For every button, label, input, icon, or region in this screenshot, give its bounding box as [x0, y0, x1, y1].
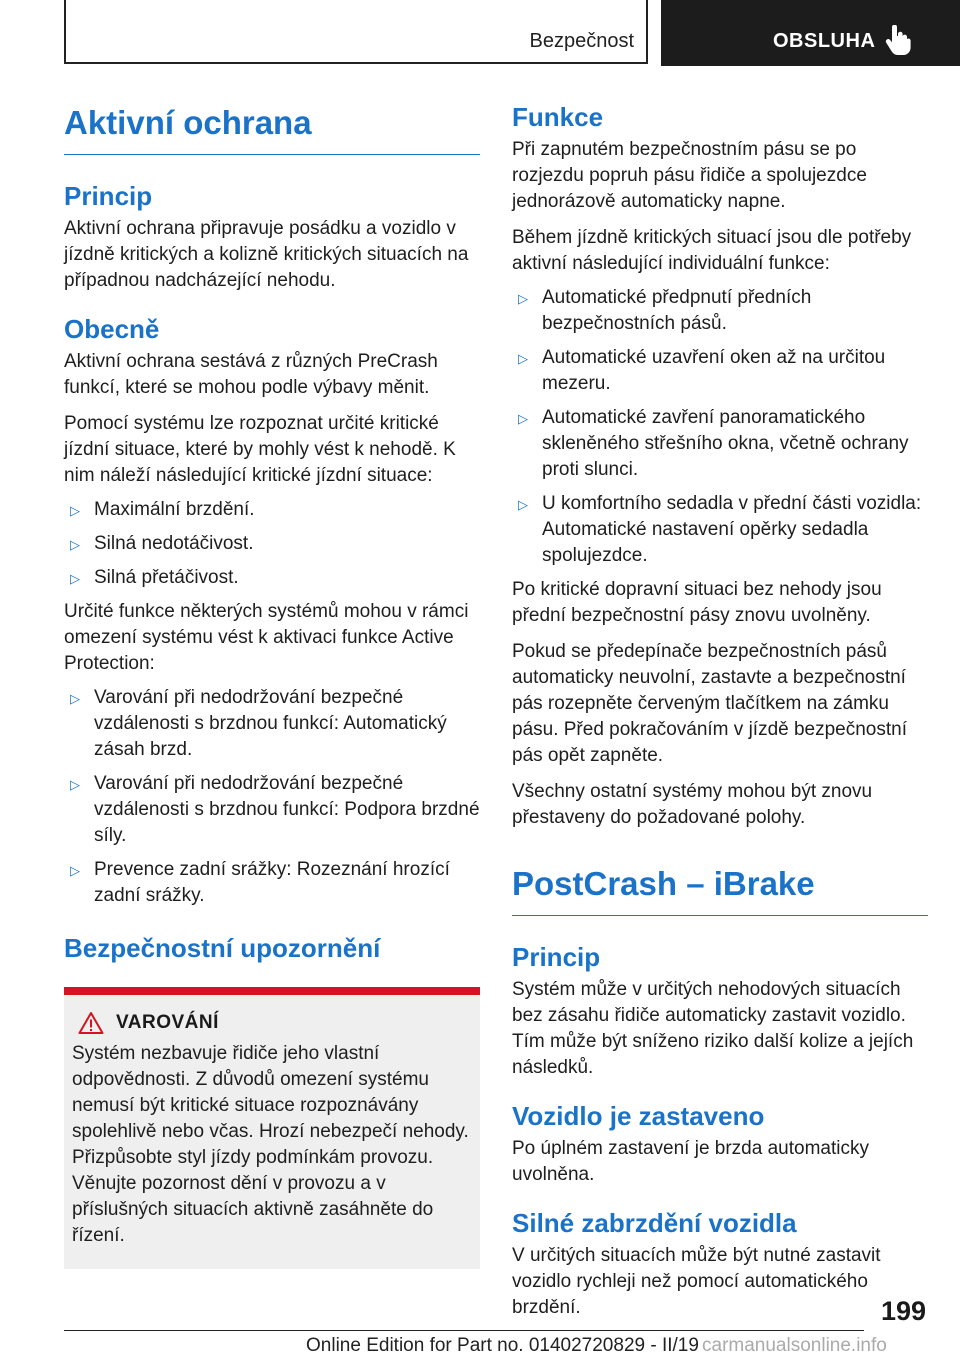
bullet-triangle-icon: ▷: [70, 863, 80, 878]
princip-2-text: Systém může v určitých nehodových situacích bez zásahu řidiče automaticky zastavit vozidlo. Tím může být sníženo riziko další kolize a jejích následků.: [512, 979, 914, 1078]
funkce-paragraph-4: Pokud se předepínače bezpečnostních pásů automaticky neuvolní, zastavte a bezpečnostní pás rozepněte červeným tlačítkem na zámku pásu. Před pokračováním v jízdě bezpečnostní pás opět zapněte.: [512, 641, 908, 766]
page-number: 199: [880, 1296, 926, 1326]
bullet-triangle-icon: ▷: [518, 351, 528, 366]
list-item: [64, 857, 480, 909]
list-item-text: Automatické uzavření oken až na určitou mezeru.: [542, 347, 886, 394]
header-tab-obsluha[interactable]: [661, 0, 960, 66]
bullet-triangle-icon: ▷: [70, 571, 80, 586]
list-item: [64, 531, 480, 557]
list-item-text: Varování při nedodržování bezpečné vzdálenosti s brzdnou funkcí: Automatický zásah brzd.: [94, 687, 447, 760]
list-item: [512, 345, 928, 397]
funkce-paragraph-3: Po kritické dopravní situaci bez nehody jsou přední bezpečnostní pásy znovu uvolněny.: [512, 579, 882, 626]
warning-title: VAROVÁNÍ: [116, 1012, 219, 1033]
list-item: [64, 685, 480, 763]
list-item-text: Automatické zavření panoramatického skleněného střešního okna, včetně ochrany proti slunci.: [542, 407, 909, 480]
bullet-triangle-icon: ▷: [70, 691, 80, 706]
list-item-text: Maximální brzdění.: [94, 499, 255, 520]
warning-text: Systém nezbavuje řidiče jeho vlastní odpovědnosti. Z důvodů omezení systému nemusí být kritické situace rozpoznávány spolehlivě nebo včas. Hrozí nebezpečí nehody. Přizpůsobte styl jízdy podmínkám provozu. Věnujte pozornost dění v provozu a v příslušných situacích aktivně zasáhněte do řízení.: [72, 1043, 469, 1246]
heading-princip-2: Princip: [512, 942, 601, 972]
footer-divider: [64, 1330, 864, 1331]
activation-list: [64, 685, 480, 909]
heading-strong-braking: Silné zabrzdění vozidla: [512, 1208, 797, 1238]
princip-text: Aktivní ochrana připravuje posádku a vozidlo v jízdně kritických a kolizně kritických situacích na případnou nadcházející nehodu.: [64, 218, 469, 291]
obecne-paragraph-2: Pomocí systému lze rozpoznat určité kritické jízdní situace, které by mohly vést k nehodě. K nim náleží následující kritické jízdní situace:: [64, 413, 456, 486]
obecne-paragraph-1: Aktivní ochrana sestává z různých PreCrash funkcí, které se mohou podle výbavy měnit.: [64, 351, 438, 398]
list-item: [64, 565, 480, 591]
footer-edition: Online Edition for Part no. 01402720829 - II/19: [306, 1335, 699, 1356]
bullet-triangle-icon: ▷: [70, 503, 80, 518]
obecne-paragraph-3: Určité funkce některých systémů mohou v rámci omezení systému vést k aktivaci funkce Active Protection:: [64, 601, 469, 674]
heading-princip: Princip: [64, 181, 153, 211]
list-item-text: Silná přetáčivost.: [94, 567, 239, 588]
vehicle-stopped-text: Po úplném zastavení je brzda automaticky uvolněna.: [512, 1138, 869, 1185]
section-title-postcrash-ibrake: PostCrash – iBrake: [512, 859, 928, 916]
heading-safety-notes: Bezpečnostní upozornění: [64, 933, 381, 963]
bullet-triangle-icon: ▷: [518, 497, 528, 512]
section-title-active-protection: Aktivní ochrana: [64, 98, 480, 155]
bullet-triangle-icon: ▷: [70, 537, 80, 552]
list-item: [64, 771, 480, 849]
strong-braking-text: V určitých situacích může být nutné zastavit vozidlo rychleji než pomocí automatického brzdění.: [512, 1245, 881, 1318]
right-column: [512, 100, 928, 1321]
list-item-text: Varování při nedodržování bezpečné vzdálenosti s brzdnou funkcí: Podpora brzdné síly.: [94, 773, 480, 846]
bullet-triangle-icon: ▷: [518, 411, 528, 426]
funkce-paragraph-1: Při zapnutém bezpečnostním pásu se po rozjezdu popruh pásu řidiče a spolujezdce jednorázově automaticky napne.: [512, 139, 867, 212]
list-item: [512, 405, 928, 483]
warning-header: [72, 1011, 470, 1035]
header-tab-label: OBSLUHA: [773, 30, 876, 52]
critical-situations-list: [64, 497, 480, 591]
list-item: [512, 285, 928, 337]
list-item-text: Automatické předpnutí předních bezpečnostních pásů.: [542, 287, 812, 334]
warning-triangle-icon: [78, 1011, 104, 1035]
bullet-triangle-icon: ▷: [70, 777, 80, 792]
footer-watermark: carmanualsonline.info: [702, 1335, 887, 1356]
list-item: [512, 491, 928, 569]
funkce-paragraph-2: Během jízdně kritických situací jsou dle potřeby aktivní následující individuální funkce:: [512, 227, 912, 274]
header-frame: [64, 0, 648, 64]
header-section-title: Bezpečnost: [529, 30, 634, 52]
list-item-text: Prevence zadní srážky: Rozeznání hrozící zadní srážky.: [94, 859, 450, 906]
warning-box: [64, 987, 480, 1269]
list-item-text: U komfortního sedadla v přední části vozidla: Automatické nastavení opěrky sedadla spolujezdce.: [542, 493, 922, 566]
funkce-paragraph-5: Všechny ostatní systémy mohou být znovu přestaveny do požadované polohy.: [512, 781, 873, 828]
heading-obecne: Obecně: [64, 314, 160, 344]
list-item: [64, 497, 480, 523]
list-item-text: Silná nedotáčivost.: [94, 533, 254, 554]
heading-vehicle-stopped: Vozidlo je zastaveno: [512, 1101, 765, 1131]
left-column: [64, 98, 480, 1269]
hand-pointer-icon: [885, 25, 911, 55]
functions-list: [512, 285, 928, 569]
bullet-triangle-icon: ▷: [518, 291, 528, 306]
heading-funkce: Funkce: [512, 102, 604, 132]
